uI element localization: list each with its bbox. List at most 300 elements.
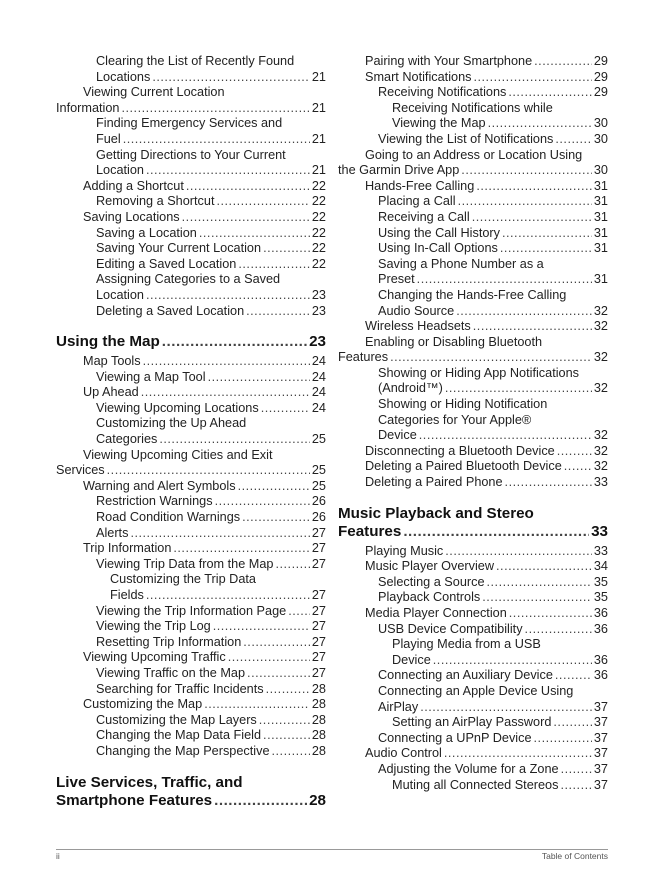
toc-entry-title: Restriction Warnings [96,494,213,509]
toc-entry-title: Locations [96,69,151,84]
toc-entry-title: Smart Notifications [365,69,472,84]
toc-entry-title: Device [392,652,431,667]
toc-entry-title: Viewing Current Location [83,85,225,100]
toc-page-number: 34 [593,559,608,574]
toc-entry[interactable] [56,713,326,729]
toc-entry[interactable] [56,401,326,417]
toc-page-number: 21 [311,100,326,115]
toc-page-number: 24 [311,400,326,415]
toc-dot-leader [204,697,310,713]
toc-page-number: 33 [593,475,608,490]
toc-dot-leader [461,163,592,179]
toc-entry[interactable] [56,510,326,526]
toc-entry-title: the Garmin Drive App [338,163,460,178]
toc-entry[interactable] [56,572,326,603]
toc-entry-title: Connecting an Auxiliary Device [378,668,553,683]
toc-page-number: 27 [311,541,326,556]
toc-page-number: 36 [593,621,608,636]
toc-page-number: 32 [593,443,608,458]
toc-entry-title: Showing or Hiding Notification [378,397,548,412]
toc-entry-title: Adjusting the Volume for a Zone [378,761,559,776]
toc-dot-leader [557,444,592,460]
toc-page-number: 35 [593,574,608,589]
toc-entry[interactable] [56,541,326,557]
toc-entry-title: Features [338,522,402,540]
toc-dot-leader [146,163,310,179]
toc-dot-leader [534,54,592,70]
toc-entry-title: Viewing a Map Tool [96,369,206,384]
toc-entry-title: Saving Your Current Location [96,241,262,256]
toc-dot-leader [458,194,592,210]
toc-entry-title: Media Player Connection [365,606,507,620]
toc-entry[interactable] [56,448,326,479]
toc-entry[interactable] [338,70,608,86]
footer-divider [56,849,608,850]
toc-entry[interactable] [338,684,608,715]
toc-entry-title: Saving a Location [96,225,197,240]
toc-entry[interactable] [56,148,326,179]
toc-entry[interactable] [338,475,608,491]
toc-page-number: 37 [593,777,608,792]
toc-page-number: 37 [593,730,608,745]
toc-entry-title: Road Condition Warnings [96,510,241,525]
toc-entry[interactable] [56,697,326,713]
toc-dot-leader [390,350,592,366]
toc-dot-leader [266,682,310,698]
toc-entry-title: Enabling or Disabling Bluetooth [365,334,543,349]
toc-entry-title: Customizing the Map [83,697,203,712]
toc-entry-title: Clearing the List of Recently Found [96,54,295,68]
toc-entry-title: Audio Control [365,746,442,761]
toc-entry[interactable] [338,179,608,195]
toc-entry[interactable] [338,606,608,622]
toc-entry[interactable] [338,148,608,179]
toc-dot-leader [534,731,592,747]
toc-entry-title: Deleting a Paired Bluetooth Device [365,459,562,474]
toc-entry[interactable] [56,526,326,542]
toc-entry[interactable] [338,210,608,226]
toc-entry-title: Removing a Shortcut [96,194,215,209]
toc-entry[interactable] [56,479,326,495]
toc-entry-title: Information [56,100,120,115]
toc-entry[interactable] [56,494,326,510]
toc-page-number: 32 [593,319,608,334]
toc-entry-title: Features [338,350,389,365]
toc-entry-title: Alerts [96,525,129,540]
toc-dot-leader [141,385,310,401]
toc-entry-title: Resetting Trip Information [96,634,242,649]
toc-entry-title: Using the Map [56,333,160,351]
toc-dot-leader [555,668,592,684]
footer-section-title: Table of Contents [541,851,608,861]
toc-page-number: 26 [311,510,326,525]
toc-dot-leader [420,700,592,716]
toc-entry[interactable] [338,54,608,70]
toc-dot-leader [162,333,307,351]
toc-page-number: 32 [593,381,608,396]
toc-page-number: 32 [593,350,608,365]
toc-page-number: 24 [311,385,326,400]
toc-page-number: 26 [311,494,326,509]
toc-page-number: 27 [311,634,326,649]
toc-dot-leader [456,304,592,320]
toc-entry-title: AirPlay [378,699,419,714]
toc-section-heading[interactable] [56,774,326,810]
toc-page-number: 31 [593,241,608,256]
toc-dot-leader [505,475,592,491]
toc-entry-title: Viewing the List of Notifications [378,131,554,146]
toc-entry-title: Hands-Free Calling [365,178,475,193]
toc-page-number: 24 [311,354,326,369]
toc-entry-title: Pairing with Your Smartphone [365,54,533,68]
toc-entry[interactable] [56,557,326,573]
toc-entry[interactable] [56,619,326,635]
toc-entry[interactable] [56,116,326,147]
toc-dot-leader [152,70,310,86]
toc-entry-title: Smartphone Features [56,791,213,809]
toc-dot-leader [247,666,310,682]
toc-entry-title: Customizing the Trip Data [110,572,256,587]
toc-entry-title: Categories [96,432,158,447]
toc-dot-leader [496,559,592,575]
toc-dot-leader [561,762,592,778]
toc-entry-title: Customizing the Up Ahead [96,416,247,431]
toc-entry-title: Wireless Headsets [365,319,471,334]
toc-entry-title: Viewing the Trip Information Page [96,603,287,618]
toc-dot-leader [500,241,592,257]
toc-page-number: 23 [311,303,326,318]
toc-entry-title: Using In-Call Options [378,241,498,256]
toc-dot-leader [215,494,310,510]
toc-entry[interactable] [56,682,326,698]
toc-entry[interactable] [56,210,326,226]
toc-dot-leader [246,304,310,320]
toc-entry-title: USB Device Compatibility [378,621,523,636]
toc-dot-leader [121,101,309,117]
toc-dot-leader [482,590,592,606]
toc-entry-title: Connecting an Apple Device Using [378,683,574,698]
toc-entry-title: Placing a Call [378,194,456,209]
toc-page-number: 22 [311,209,326,224]
toc-page-number: 27 [311,603,326,618]
toc-entry[interactable] [338,194,608,210]
toc-entry-title: Using the Call History [378,225,500,240]
toc-entry-title: Receiving Notifications while [392,100,553,115]
toc-entry[interactable] [338,668,608,684]
toc-entry[interactable] [56,257,326,273]
footer-page-number: ii [56,851,60,861]
toc-page-number: 28 [311,712,326,727]
toc-left-column [56,54,326,813]
toc-entry[interactable] [56,85,326,116]
toc-dot-leader [186,179,310,195]
toc-page-number: 27 [311,588,326,602]
toc-entry-title: Changing the Hands-Free Calling [378,287,567,302]
toc-right-column [338,54,608,793]
toc-entry-title: Setting an AirPlay Password [392,715,552,730]
toc-dot-leader [242,510,310,526]
toc-entry-title: Receiving Notifications [378,85,507,100]
toc-entry-title: Viewing Upcoming Locations [96,400,259,415]
toc-dot-leader [208,370,310,386]
toc-dot-leader [445,381,592,397]
toc-page-number: 30 [593,131,608,146]
toc-dot-leader [173,541,310,557]
toc-entry-title: Selecting a Source [378,574,485,589]
toc-page-number: 32 [593,303,608,318]
toc-entry-title: Fields [110,588,144,602]
toc-page-number: 27 [311,665,326,680]
toc-dot-leader [243,635,310,651]
toc-entry[interactable] [338,559,608,575]
toc-dot-leader [228,650,310,666]
toc-page-number: 35 [593,590,608,605]
toc-page-number: 30 [593,116,608,131]
toc-entry[interactable] [338,731,608,747]
toc-page-number: 24 [311,369,326,384]
toc-entry[interactable] [56,370,326,386]
toc-entry-title: Device [378,428,417,443]
toc-dot-leader [472,210,592,226]
toc-entry-title: Receiving a Call [378,209,470,224]
toc-page-number: 25 [311,478,326,493]
toc-page-number: 27 [311,556,326,571]
toc-page-number: 33 [593,543,608,558]
toc-entry-title: Preset [378,272,415,287]
toc-page-number: 22 [311,178,326,193]
toc-entry[interactable] [56,194,326,210]
toc-entry-title: Deleting a Paired Phone [365,475,503,490]
toc-dot-leader [288,604,310,620]
toc-dot-leader [560,778,591,794]
toc-dot-leader [433,653,592,669]
toc-entry-title: Viewing the Trip Log [96,619,211,634]
toc-entry[interactable] [56,744,326,760]
toc-page-number: 29 [593,54,608,68]
toc-entry[interactable] [56,54,326,85]
toc-page-number: 25 [311,432,326,447]
toc-entry-title: Assigning Categories to a Saved [96,272,281,287]
toc-entry-title: Location [96,287,144,302]
toc-page-number: 36 [593,606,608,620]
toc-dot-leader [444,746,592,762]
toc-dot-leader [445,544,592,560]
toc-section-heading[interactable] [338,505,608,541]
toc-entry[interactable] [56,354,326,370]
toc-entry-title: Viewing Upcoming Cities and Exit [83,447,273,462]
toc-entry-title: Categories for Your Apple® [378,412,532,427]
toc-dot-leader [263,241,310,257]
toc-entry-title: Getting Directions to Your Current [96,147,286,162]
toc-entry[interactable] [338,132,608,148]
toc-entry[interactable] [338,85,608,101]
toc-entry-title: Going to an Address or Location Using [365,147,583,162]
toc-entry[interactable] [338,746,608,762]
toc-dot-leader [508,85,592,101]
toc-page-number: 28 [311,681,326,696]
toc-dot-leader [130,526,309,542]
toc-entry[interactable] [56,728,326,744]
toc-entry[interactable] [56,304,326,320]
toc-entry-title: Playback Controls [378,590,481,605]
toc-entry[interactable] [338,762,608,778]
toc-page-number: 21 [311,69,326,84]
toc-page-number: 37 [593,761,608,776]
toc-entry[interactable] [56,272,326,303]
toc-entry-title: Saving a Phone Number as a [378,256,544,271]
toc-dot-leader [146,588,310,604]
toc-entry[interactable] [338,101,608,132]
toc-entry-title: Playing Music [365,543,444,558]
toc-entry[interactable] [56,635,326,651]
toc-page-number: 37 [593,715,608,730]
toc-entry[interactable] [56,226,326,242]
toc-entry-title: Saving Locations [83,209,180,224]
toc-entry-title: Up Ahead [83,385,139,400]
toc-entry-title: Audio Source [378,303,455,318]
toc-entry[interactable] [338,590,608,606]
toc-entry[interactable] [338,715,608,731]
toc-dot-leader [214,792,307,810]
toc-dot-leader [403,523,589,541]
toc-dot-leader [261,401,310,417]
toc-dot-leader [555,132,592,148]
toc-entry[interactable] [56,385,326,401]
toc-section-heading[interactable] [56,333,326,351]
toc-entry[interactable] [338,622,608,638]
toc-page-number: 29 [593,85,608,100]
toc-entry[interactable] [338,778,608,794]
toc-entry-title: (Android™) [378,381,443,396]
toc-page-number: 32 [593,428,608,443]
toc-entry-title: Live Services, Traffic, and [56,773,243,791]
toc-page-number: 27 [311,525,326,540]
toc-entry[interactable] [338,544,608,560]
toc-dot-leader [182,210,310,226]
toc-entry-title: Changing the Map Data Field [96,728,262,743]
toc-entry[interactable] [338,459,608,475]
toc-dot-leader [272,744,310,760]
toc-entry-title: Location [96,163,144,178]
toc-entry-title: Searching for Traffic Incidents [96,681,264,696]
toc-entry-title: Deleting a Saved Location [96,303,245,318]
toc-entry-title: Muting all Connected Stereos [392,777,559,792]
toc-dot-leader [553,715,591,731]
toc-dot-leader [123,132,310,148]
toc-entry[interactable] [338,397,608,444]
toc-entry-title: Customizing the Map Layers [96,712,257,727]
toc-page-number: 31 [593,272,608,287]
toc-entry[interactable] [56,666,326,682]
toc-entry-title: Fuel [96,131,121,146]
toc-dot-leader [159,432,310,448]
toc-dot-leader [216,194,309,210]
toc-entry[interactable] [338,335,608,366]
toc-dot-leader [238,479,310,495]
toc-page-number: 28 [311,728,326,743]
toc-entry[interactable] [56,241,326,257]
toc-entry[interactable] [338,288,608,319]
toc-dot-leader [476,179,592,195]
toc-entry[interactable] [56,416,326,447]
toc-entry[interactable] [338,575,608,591]
toc-page-number: 22 [311,225,326,240]
toc-entry-title: Music Player Overview [365,559,495,574]
toc-page-number: 31 [593,225,608,240]
toc-entry-title: Showing or Hiding App Notifications [378,365,579,380]
toc-dot-leader [564,459,592,475]
toc-dot-leader [525,622,592,638]
toc-entry-title: Warning and Alert Symbols [83,478,236,493]
toc-dot-leader [143,354,310,370]
toc-entry-title: Connecting a UPnP Device [378,730,532,745]
toc-page-number: 37 [593,699,608,714]
toc-entry[interactable] [56,604,326,620]
toc-page-number: 30 [593,163,608,178]
toc-entry-title: Adding a Shortcut [83,178,184,193]
toc-dot-leader [509,606,592,622]
toc-page-number: 27 [311,650,326,665]
toc-dot-leader [259,713,310,729]
toc-entry-title: Changing the Map Perspective [96,743,270,758]
toc-entry-title: Finding Emergency Services and [96,116,283,131]
toc-dot-leader [417,272,592,288]
toc-page-number: 27 [311,619,326,634]
toc-entry-title: Viewing the Map [392,116,486,131]
toc-dot-leader [488,116,592,132]
toc-entry[interactable] [338,319,608,335]
toc-dot-leader [238,257,310,273]
toc-dot-leader [146,288,310,304]
toc-entry-title: Trip Information [83,541,172,556]
toc-dot-leader [419,428,592,444]
toc-page-number: 25 [311,463,326,478]
toc-entry[interactable] [338,444,608,460]
toc-page-number: 31 [593,178,608,193]
toc-entry-title: Disconnecting a Bluetooth Device [365,443,555,458]
toc-page-number: 22 [311,241,326,256]
toc-page-number: 22 [311,256,326,271]
toc-entry[interactable] [56,179,326,195]
toc-page-number: 21 [311,131,326,146]
toc-page-number: 31 [593,209,608,224]
toc-entry-title: Viewing Trip Data from the Map [96,556,274,571]
toc-page-number: 21 [311,163,326,178]
toc-dot-leader [473,319,592,335]
toc-entry-title: Music Playback and Stereo [338,504,534,522]
toc-page-number: 29 [593,69,608,84]
toc-entry[interactable] [338,637,608,668]
toc-entry[interactable] [338,366,608,397]
toc-page-number: 22 [311,194,326,209]
toc-entry-title: Editing a Saved Location [96,256,237,271]
toc-entry-title: Viewing Upcoming Traffic [83,650,226,665]
toc-page-number: 28 [311,697,326,712]
toc-page-number: 28 [311,743,326,758]
toc-entry[interactable] [56,650,326,666]
toc-dot-leader [199,226,310,242]
toc-entry[interactable] [338,241,608,257]
toc-dot-leader [473,70,591,86]
toc-entry[interactable] [338,226,608,242]
toc-dot-leader [263,728,310,744]
toc-dot-leader [487,575,592,591]
toc-page-number: 37 [593,746,608,761]
toc-dot-leader [107,463,310,479]
toc-entry[interactable] [338,257,608,288]
toc-page-number: 33 [591,522,608,540]
toc-dot-leader [213,619,310,635]
